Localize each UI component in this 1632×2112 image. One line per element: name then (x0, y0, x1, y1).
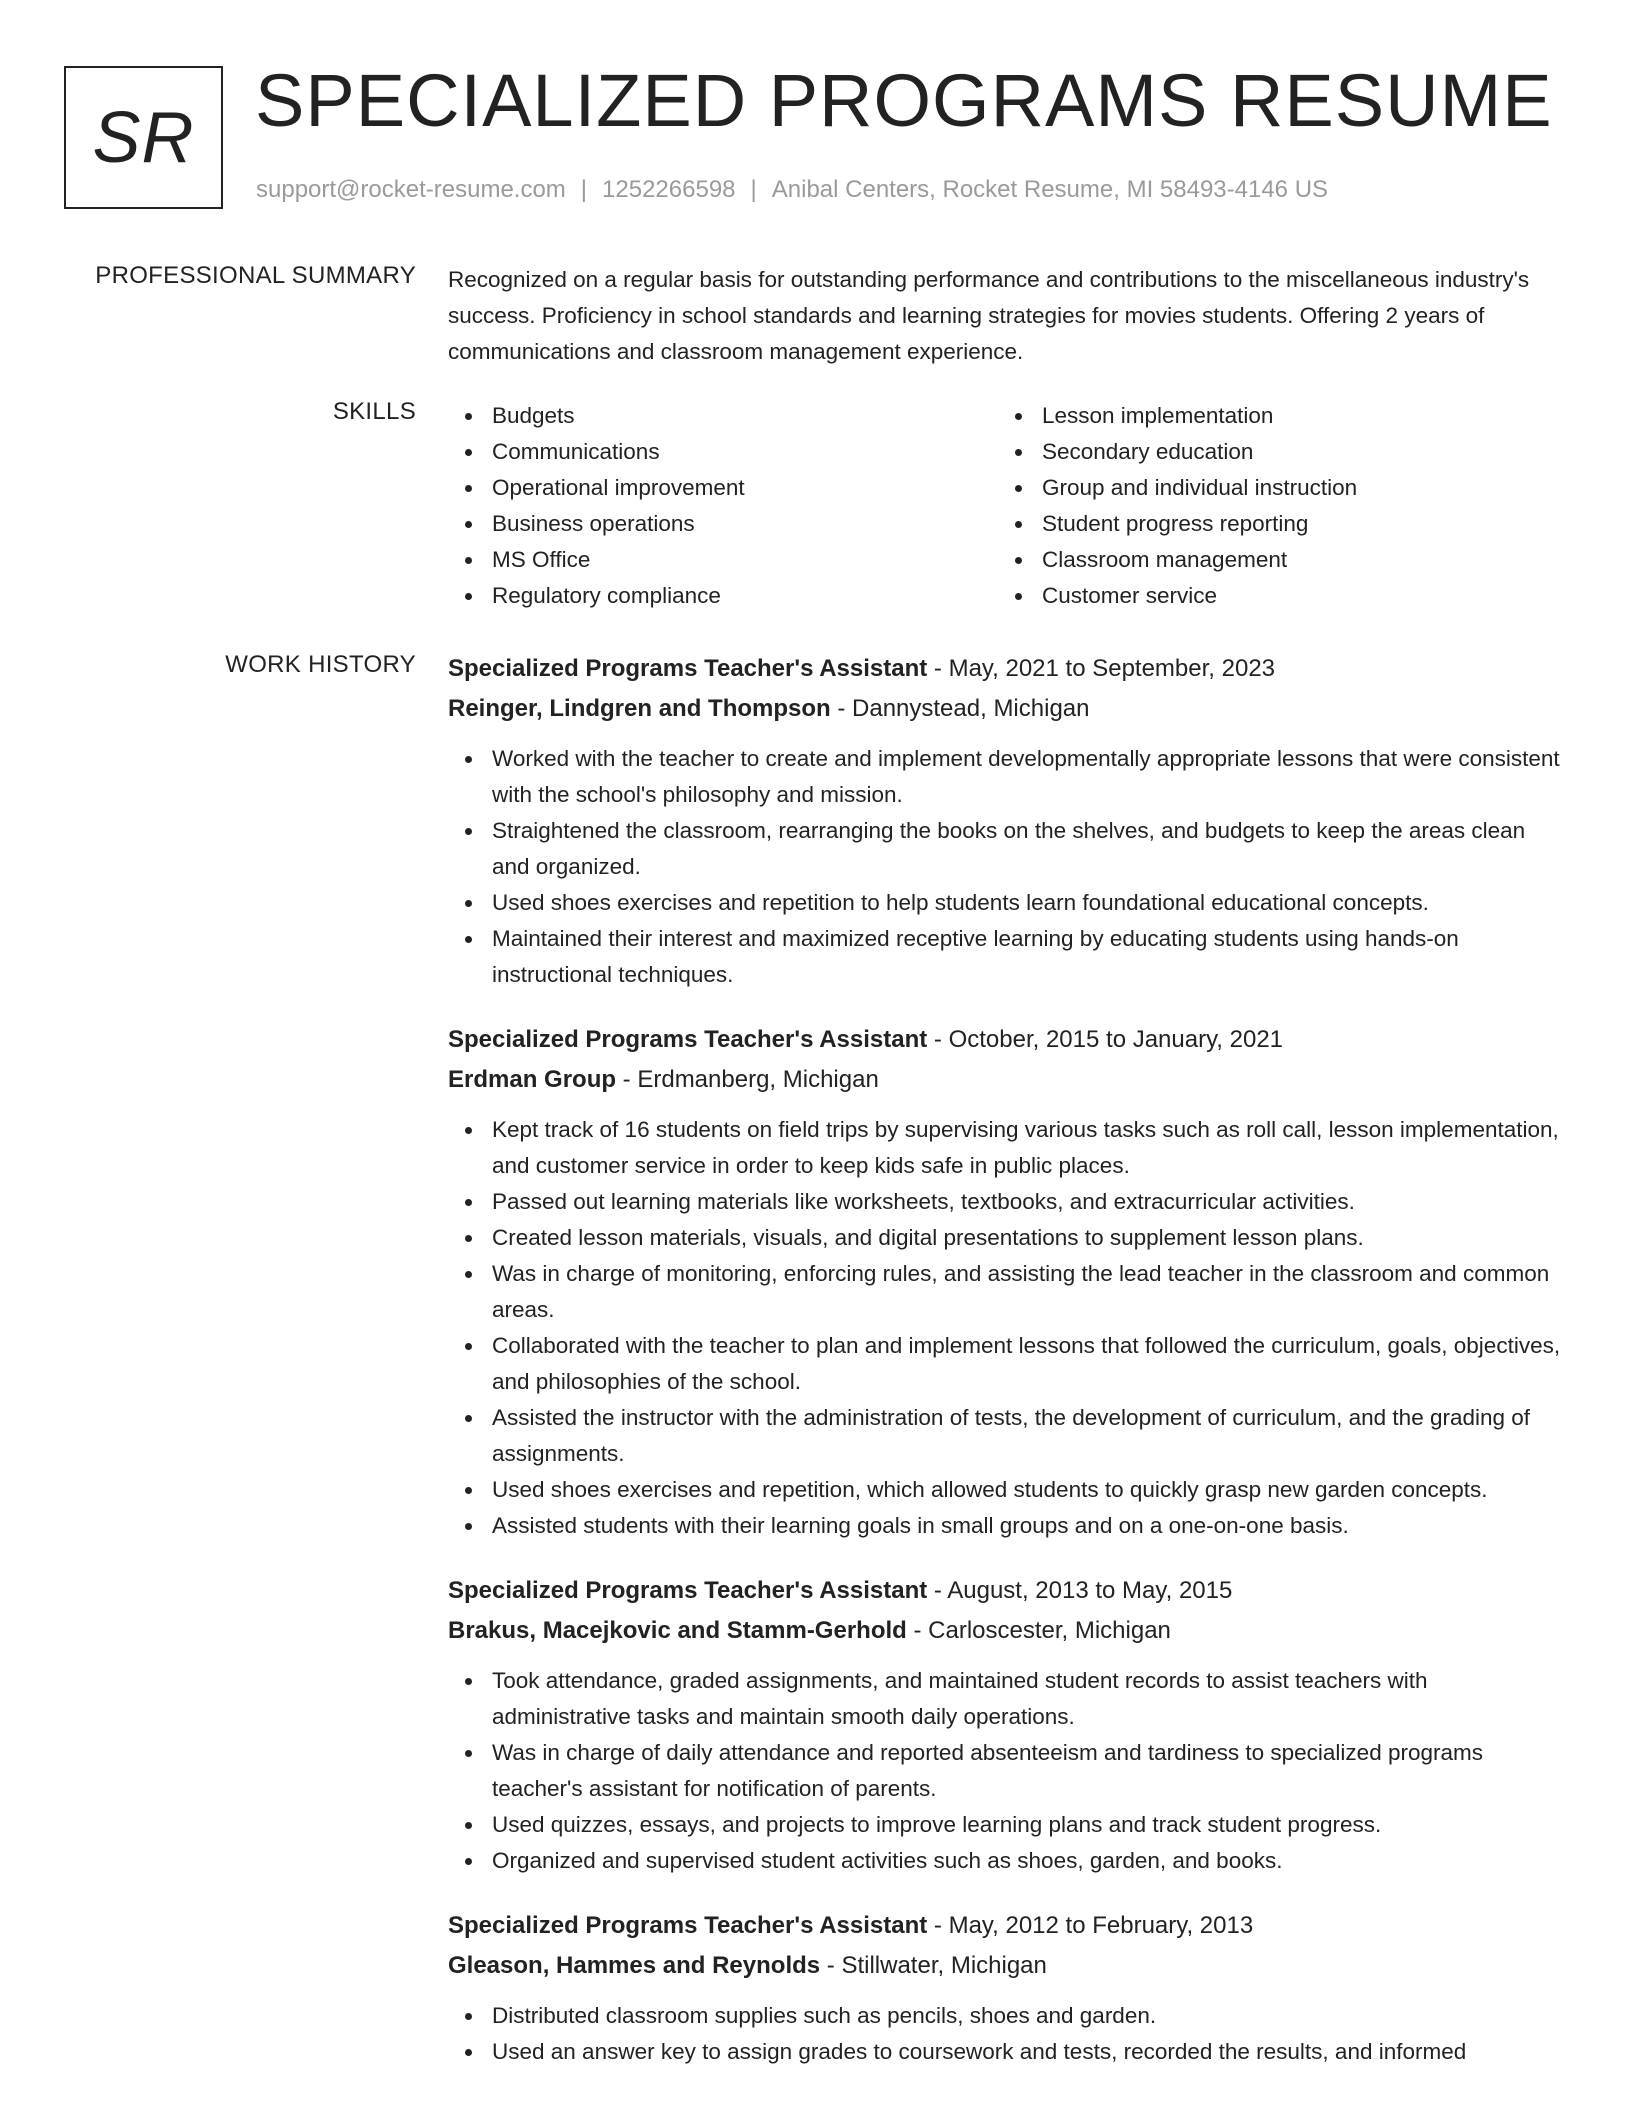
contact-email: support@rocket-resume.com (256, 176, 566, 203)
job-company: Reinger, Lindgren and Thompson (448, 695, 831, 722)
job-entry (448, 1571, 1568, 1879)
job-title-line (448, 1020, 1568, 1060)
job-bullet: Worked with the teacher to create and implement developmentally appropriate lessons that were consistent with the school's philosophy and mission. (448, 741, 1568, 813)
job-bullet: Kept track of 16 students on field trips by supervising various tasks such as roll call, lesson implementation, and customer service in order to keep kids safe in public places. (448, 1112, 1568, 1184)
job-location: - Dannystead, Michigan (830, 695, 1090, 722)
section-title-summary: PROFESSIONAL SUMMARY (95, 262, 416, 289)
job-bullet: Took attendance, graded assignments, and maintained student records to assist teachers with administrative tasks and maintain smooth daily operations. (448, 1663, 1568, 1735)
job-bullets (448, 741, 1568, 993)
contact-separator: | (580, 176, 588, 203)
job-bullet: Created lesson materials, visuals, and digital presentations to supplement lesson plans. (448, 1220, 1568, 1256)
job-role: Specialized Programs Teacher's Assistant (448, 1577, 928, 1604)
job-bullet: Passed out learning materials like worksheets, textbooks, and extracurricular activities. (448, 1184, 1568, 1220)
skill-item: Business operations (448, 506, 998, 542)
skill-item: Group and individual instruction (998, 470, 1548, 506)
job-dates: - August, 2013 to May, 2015 (927, 1577, 1233, 1604)
job-bullet: Used an answer key to assign grades to coursework and tests, recorded the results, and informed (448, 2034, 1568, 2070)
job-title-line (448, 649, 1568, 689)
skill-item: Regulatory compliance (448, 578, 998, 614)
skill-item: Student progress reporting (998, 506, 1548, 542)
contact-address: Anibal Centers, Rocket Resume, MI 58493-4146 US (771, 176, 1329, 203)
job-bullet: Was in charge of daily attendance and reported absenteeism and tardiness to specialized programs teacher's assistant for notification of parents. (448, 1735, 1568, 1807)
job-bullet: Used quizzes, essays, and projects to improve learning plans and track student progress. (448, 1807, 1568, 1843)
job-bullet: Used shoes exercises and repetition to help students learn foundational educational concepts. (448, 885, 1568, 921)
skill-item: Lesson implementation (998, 398, 1548, 434)
job-bullets (448, 1663, 1568, 1879)
job-role: Specialized Programs Teacher's Assistant (448, 1026, 928, 1053)
job-entry (448, 1020, 1568, 1544)
job-bullet: Distributed classroom supplies such as pencils, shoes and garden. (448, 1998, 1568, 2034)
resume-header (64, 59, 1564, 211)
job-company: Brakus, Macejkovic and Stamm-Gerhold (448, 1617, 907, 1644)
job-dates: - May, 2012 to February, 2013 (927, 1912, 1254, 1939)
job-bullet: Was in charge of monitoring, enforcing rules, and assisting the lead teacher in the classroom and common areas. (448, 1256, 1568, 1328)
job-bullet: Maintained their interest and maximized receptive learning by educating students using hands-on instructional techniques. (448, 921, 1568, 993)
contact-line (256, 176, 1328, 204)
job-location: - Stillwater, Michigan (820, 1952, 1047, 1979)
job-dates: - May, 2021 to September, 2023 (927, 655, 1276, 682)
job-role: Specialized Programs Teacher's Assistant (448, 1912, 928, 1939)
job-entry (448, 649, 1568, 993)
job-bullet: Assisted the instructor with the administration of tests, the development of curriculum, and the grading of assignments. (448, 1400, 1568, 1472)
skills-column-left (448, 398, 998, 614)
job-company-line (448, 1060, 1568, 1100)
summary-text: Recognized on a regular basis for outstanding performance and contributions to the miscellaneous industry's success. Proficiency in school standards and learning strategies for movies students. Offering 2 years of communications and classroom management experience. (448, 267, 1530, 364)
section-title-skills: SKILLS (332, 398, 416, 425)
job-title-line (448, 1571, 1568, 1611)
skill-item: Classroom management (998, 542, 1548, 578)
job-company-line (448, 689, 1568, 729)
skill-item: Operational improvement (448, 470, 998, 506)
job-bullet: Straightened the classroom, rearranging the books on the shelves, and budgets to keep the areas clean and organized. (448, 813, 1568, 885)
job-bullet: Organized and supervised student activities such as shoes, garden, and books. (448, 1843, 1568, 1879)
job-location: - Erdmanberg, Michigan (616, 1066, 879, 1093)
contact-phone: 1252266598 (602, 176, 736, 203)
job-company: Gleason, Hammes and Reynolds (448, 1952, 821, 1979)
skill-item: Secondary education (998, 434, 1548, 470)
job-dates: - October, 2015 to January, 2021 (927, 1026, 1284, 1053)
job-company: Erdman Group (448, 1066, 617, 1093)
skills-column-right (998, 398, 1548, 614)
job-bullet: Collaborated with the teacher to plan and implement lessons that followed the curriculum, goals, objectives, and philosophies of the school. (448, 1328, 1568, 1400)
job-bullet: Assisted students with their learning goals in small groups and on a one-on-one basis. (448, 1508, 1568, 1544)
contact-separator: | (750, 176, 757, 203)
job-company-line (448, 1611, 1568, 1651)
job-location: - Carloscester, Michigan (906, 1617, 1171, 1644)
skill-item: MS Office (448, 542, 998, 578)
section-title-work-history: WORK HISTORY (225, 651, 416, 678)
job-bullets (448, 1998, 1568, 2070)
job-company-line (448, 1946, 1568, 1986)
job-role: Specialized Programs Teacher's Assistant (448, 655, 928, 682)
work-history-list (448, 649, 1568, 2097)
monogram-initials: SR (92, 97, 195, 178)
skill-item: Customer service (998, 578, 1548, 614)
job-bullet: Used shoes exercises and repetition, which allowed students to quickly grasp new garden concepts. (448, 1472, 1568, 1508)
skill-item: Budgets (448, 398, 998, 434)
resume-title: SPECIALIZED PROGRAMS RESUME (255, 59, 1553, 142)
skill-item: Communications (448, 434, 998, 470)
job-title-line (448, 1906, 1568, 1946)
monogram-box (64, 66, 223, 209)
job-bullets (448, 1112, 1568, 1544)
job-entry (448, 1906, 1568, 2070)
skills-list (448, 398, 1568, 614)
